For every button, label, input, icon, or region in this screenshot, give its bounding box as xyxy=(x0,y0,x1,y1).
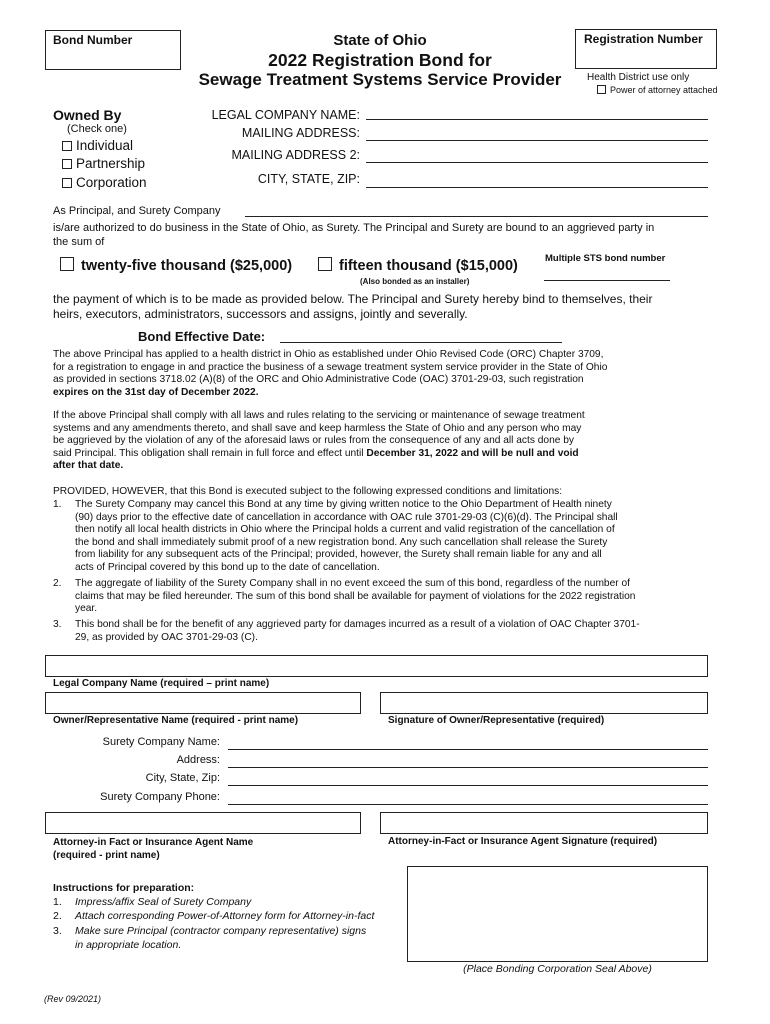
compliance-line: If the above Principal shall comply with all laws and rules relating to the servicing or maintenance of sewage treatment xyxy=(53,410,585,421)
mailing-address-field[interactable] xyxy=(366,140,708,141)
legal-company-name-field[interactable] xyxy=(366,119,708,120)
power-of-attorney-checkbox[interactable] xyxy=(597,85,606,94)
compliance-line: be aggrieved by the violation of any of the aforesaid laws or rules from the consequence of any and all acts done by xyxy=(53,435,575,447)
mailing-address-label: MAILING ADDRESS: xyxy=(241,126,360,140)
compliance-line: systems and any amendments thereto, and shall save and keep harmless the State of Ohio and any person who may xyxy=(53,422,582,434)
surety-name-label: Surety Company Name: xyxy=(102,736,220,748)
mailing-address-2-field[interactable] xyxy=(366,162,708,163)
individual-checkbox[interactable] xyxy=(62,141,72,151)
attorney-signature-caption: Attorney-in-Fact or Insurance Agent Signature (required) xyxy=(388,836,658,847)
amount-15000-label: fifteen thousand ($15,000) xyxy=(339,258,518,274)
instruction-number: 3. xyxy=(53,925,62,937)
instruction-number: 1. xyxy=(53,896,62,908)
condition-line: from liability for any subsequent acts of the Principal; provided, however, the Surety shall remain liable for any and all xyxy=(75,549,602,561)
legal-company-name-caption: Legal Company Name (required – print name) xyxy=(53,678,270,689)
amount-25000-label: twenty-five thousand ($25,000) xyxy=(81,258,293,274)
effective-date-field[interactable] xyxy=(280,342,562,343)
condition-line: The Surety Company may cancel this Bond at any time by giving written notice to the Ohio Department of Health ninety xyxy=(75,499,612,510)
application-line: The above Principal has applied to a health district in Ohio as established under Ohio Revised Code (ORC) Chapter 3709, xyxy=(53,349,604,360)
condition-line: 29, as provided by OAC 3701-29-03 (C). xyxy=(75,631,258,643)
application-line: as provided in sections 3718.02 (A)(8) of the ORC and Ohio Administrative Code (OAC) 3701-29-03, such registration xyxy=(53,374,584,386)
owner-option-corporation[interactable] xyxy=(62,175,147,190)
city-state-zip-field[interactable] xyxy=(366,187,708,188)
condition-line: This bond shall be for the benefit of any aggrieved party for damages incurred as a result of a violation of OAC Chapter 3701- xyxy=(75,619,640,630)
attorney-name-caption-line: Attorney-in Fact or Insurance Agent Name xyxy=(53,837,254,848)
principal-line-2: is/are authorized to do business in the State of Ohio, as Surety. The Principal and Surety are bound to an aggrieved party in xyxy=(53,222,655,234)
instruction-3 xyxy=(53,924,366,952)
instruction-text: Make sure Principal (contractor company representative) signs xyxy=(75,925,367,937)
owner-option-individual[interactable] xyxy=(62,138,133,153)
compliance-paragraph xyxy=(53,410,713,473)
multiple-sts-label: Multiple STS bond number xyxy=(545,253,666,264)
surety-city-state-zip-label: City, State, Zip: xyxy=(145,772,220,784)
condition-1-number: 1. xyxy=(53,499,62,510)
partnership-label: Partnership xyxy=(76,156,146,171)
corporation-label: Corporation xyxy=(76,175,147,190)
condition-2 xyxy=(75,578,715,616)
surety-company-field[interactable] xyxy=(245,216,708,217)
condition-3 xyxy=(75,619,715,644)
application-line: for a registration to engage in and practice the business of a sewage treatment system service provider in the State of Ohio xyxy=(53,361,608,373)
individual-label: Individual xyxy=(76,138,134,153)
state-heading: State of Ohio xyxy=(333,32,427,49)
effective-date-label: Bond Effective Date: xyxy=(138,329,266,344)
instruction-2 xyxy=(53,910,374,922)
owner-name-box[interactable] xyxy=(45,692,361,714)
instruction-text: Attach corresponding Power-of-Attorney form for Attorney-in-fact xyxy=(75,910,375,922)
power-of-attorney-label: Power of attorney attached xyxy=(610,85,718,95)
city-state-zip-label: CITY, STATE, ZIP: xyxy=(257,172,360,186)
null-void-date: December 31, 2022 and will be null and void xyxy=(366,447,579,459)
partnership-checkbox[interactable] xyxy=(62,159,72,169)
surety-name-field[interactable] xyxy=(228,749,708,750)
revision-label: (Rev 09/2021) xyxy=(44,994,102,1004)
amount-option-15000[interactable] xyxy=(318,257,518,274)
payment-line-2: heirs, executors, administrators, successors and assigns, jointly and severally. xyxy=(53,307,468,321)
application-paragraph xyxy=(53,349,713,399)
installer-note: (Also bonded as an installer) xyxy=(360,277,470,286)
surety-phone-field[interactable] xyxy=(228,804,708,805)
condition-line: claims that may be filed hereunder. The sum of this bond shall be available for payment of violations for the 2022 registration xyxy=(75,590,636,602)
owner-name-caption: Owner/Representative Name (required - print name) xyxy=(53,715,299,726)
legal-company-name-label: LEGAL COMPANY NAME: xyxy=(211,108,360,122)
expiration-statement: expires on the 31st day of December 2022. xyxy=(53,386,259,398)
seal-caption: (Place Bonding Corporation Seal Above) xyxy=(463,963,652,975)
compliance-line xyxy=(53,448,713,461)
owner-signature-caption: Signature of Owner/Representative (required) xyxy=(388,715,605,726)
bond-number-label: Bond Number xyxy=(53,33,133,47)
condition-line: acts of Principal covered by this bond up to the date of cancellation. xyxy=(75,561,380,573)
title-line-2: Sewage Treatment Systems Service Provider xyxy=(198,70,562,89)
surety-city-state-zip-field[interactable] xyxy=(228,785,708,786)
amount-15000-checkbox[interactable] xyxy=(318,257,332,271)
registration-number-label: Registration Number xyxy=(584,32,703,46)
instruction-number: 2. xyxy=(53,910,62,922)
instruction-text: in appropriate location. xyxy=(75,939,182,951)
principal-line-3: the sum of xyxy=(53,236,105,248)
attorney-name-caption xyxy=(53,836,253,862)
owner-signature-box[interactable] xyxy=(380,692,708,714)
condition-line: (90) days prior to the effective date of cancellation in accordance with OAC rule 3701-29-03 (C)(6)(d). The Principal shall xyxy=(75,511,618,523)
condition-line: The aggregate of liability of the Surety Company shall in no event exceed the sum of this bond, regardless of the number of xyxy=(75,578,630,589)
attorney-name-caption-line: (required - print name) xyxy=(53,850,160,861)
amount-option-25000[interactable] xyxy=(60,257,292,274)
condition-3-number: 3. xyxy=(53,619,62,630)
corporation-checkbox[interactable] xyxy=(62,178,72,188)
compliance-text: said Principal. This obligation shall remain in full force and effect until xyxy=(53,447,367,459)
title-line-1: 2022 Registration Bond for xyxy=(268,50,492,70)
surety-address-field[interactable] xyxy=(228,767,708,768)
instruction-1 xyxy=(53,896,251,908)
condition-2-number: 2. xyxy=(53,578,62,589)
condition-line: year. xyxy=(75,603,98,615)
health-district-note: Health District use only xyxy=(587,72,690,83)
surety-address-label: Address: xyxy=(176,754,220,766)
power-of-attorney-option xyxy=(597,85,718,95)
amount-25000-checkbox[interactable] xyxy=(60,257,74,271)
owner-option-partnership[interactable] xyxy=(62,156,145,171)
instructions-title: Instructions for preparation: xyxy=(53,882,195,894)
seal-box[interactable] xyxy=(407,866,708,962)
condition-line: then notify all local health districts in Ohio where the Principal holds a current and valid registration of the cancellation of xyxy=(75,524,615,536)
mailing-address-2-label: MAILING ADDRESS 2: xyxy=(231,148,360,162)
condition-1 xyxy=(75,499,715,575)
attorney-name-box[interactable] xyxy=(45,812,361,834)
attorney-signature-box[interactable] xyxy=(380,812,708,834)
condition-line: the bond and shall immediately submit proof of a new registration bond. Any such cancellation shall release the Surety xyxy=(75,536,608,548)
check-one-label: (Check one) xyxy=(67,123,127,135)
payment-line-1: the payment of which is to be made as provided below. The Principal and Surety hereby bind to themselves, their xyxy=(53,292,653,306)
owned-by-label: Owned By xyxy=(53,107,122,123)
legal-company-name-box[interactable] xyxy=(45,655,708,677)
provided-intro: PROVIDED, HOWEVER, that this Bond is executed subject to the following expressed conditions and limitations: xyxy=(53,486,563,497)
multiple-sts-field[interactable] xyxy=(544,280,670,281)
compliance-line: after that date. xyxy=(53,460,124,472)
principal-line-1: As Principal, and Surety Company xyxy=(53,205,221,217)
instruction-text: Impress/affix Seal of Surety Company xyxy=(75,896,252,908)
surety-phone-label: Surety Company Phone: xyxy=(100,791,220,803)
